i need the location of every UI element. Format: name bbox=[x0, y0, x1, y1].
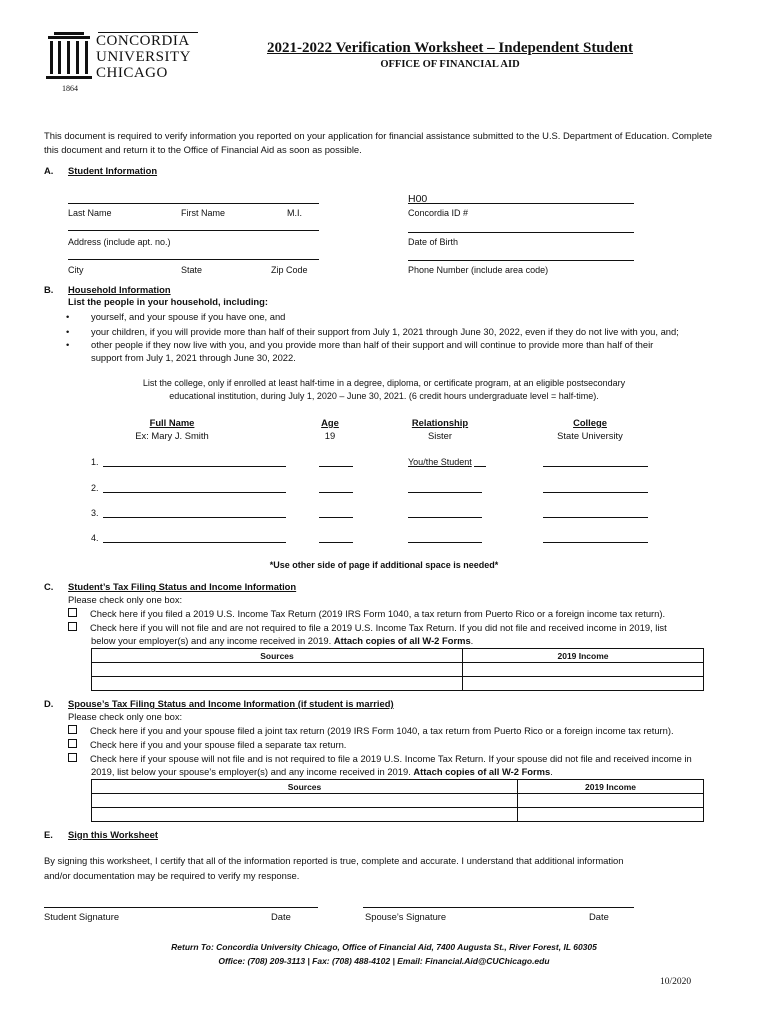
row-number: 1. bbox=[91, 457, 99, 467]
page-title: 2021-2022 Verification Worksheet – Independent Student bbox=[266, 40, 633, 56]
household-name-field[interactable] bbox=[103, 542, 286, 543]
option-continued: below your employer(s) and any income received in 2019. Attach copies of all W-2 Forms. bbox=[91, 635, 474, 646]
section-b-title: Household Information bbox=[68, 284, 171, 295]
household-relationship-field[interactable] bbox=[408, 492, 482, 493]
section-d-instruction: Please check only one box: bbox=[68, 711, 183, 722]
header-age: Age bbox=[321, 417, 339, 428]
household-age-field[interactable] bbox=[319, 466, 353, 467]
source-cell[interactable] bbox=[92, 677, 463, 691]
section-b-subtitle: List the people in your household, including: bbox=[68, 296, 268, 307]
intro-text: This document is required to verify information you reported on your application for financial assistance submitted to the U.S. Department of Education. Complete this document and return it to the Office of Financial Aid as soon as possible. bbox=[44, 130, 713, 155]
checkbox[interactable] bbox=[68, 622, 77, 631]
spouse-income-table bbox=[91, 779, 704, 822]
spouse-not-filing-option[interactable] bbox=[68, 752, 692, 766]
section-c-title: Student’s Tax Filing Status and Income Information bbox=[68, 581, 297, 592]
logo-text-line1: CONCORDIA bbox=[96, 33, 190, 49]
bullet-text: other people if they now live with you, and you provide more than half of their support and will continue to provide more than half of their bbox=[91, 339, 654, 350]
university-logo bbox=[44, 32, 204, 96]
source-cell[interactable] bbox=[92, 663, 463, 677]
checkbox[interactable] bbox=[68, 725, 77, 734]
city-label: City bbox=[68, 265, 84, 275]
bullet-text: your children, if you will provide more than half of their support from July 1, 2021 through June 30, 2022, even if they do not live with you, and; bbox=[91, 326, 679, 337]
option-label: Check here if your spouse will not file and is not required to file a 2019 U.S. Income Tax Return. If your spouse did not file and received income in bbox=[90, 753, 692, 764]
contact-info: Office: (708) 209-3113 | Fax: (708) 488-4102 | Email: Financial.Aid@CUChicago.edu bbox=[218, 956, 550, 966]
checkbox[interactable] bbox=[68, 753, 77, 762]
spouse-signature-label: Spouse’s Signature bbox=[365, 911, 447, 922]
address-line[interactable] bbox=[68, 230, 319, 231]
last-name-label: Last Name bbox=[68, 208, 112, 218]
dob-line[interactable] bbox=[408, 232, 634, 233]
example-relationship: Sister bbox=[428, 430, 452, 441]
spouse-date-label: Date bbox=[589, 911, 609, 922]
household-relationship-field[interactable] bbox=[474, 466, 486, 467]
header-relationship: Relationship bbox=[411, 417, 469, 428]
income-cell[interactable] bbox=[463, 677, 704, 691]
section-c-letter: C. bbox=[44, 581, 54, 592]
income-cell[interactable] bbox=[518, 808, 704, 822]
option-label: Check here if you and your spouse filed a separate tax return. bbox=[90, 739, 347, 750]
attach-w2-note: Attach copies of all W-2 Forms bbox=[333, 635, 471, 646]
bullet-icon: • bbox=[66, 339, 70, 350]
row-number: 3. bbox=[91, 508, 99, 518]
concordia-id-line[interactable] bbox=[408, 203, 634, 204]
example-college: State University bbox=[557, 430, 623, 441]
checkbox[interactable] bbox=[68, 608, 77, 617]
return-address: Return To: Concordia University Chicago, Office of Financial Aid, 7400 Augusta St., River Forest, IL 60305 bbox=[171, 942, 597, 952]
household-college-field[interactable] bbox=[543, 517, 648, 518]
option-text: below your employer(s) and any income received in 2019. bbox=[91, 635, 334, 646]
household-name-field[interactable] bbox=[103, 517, 286, 518]
address-label: Address (include apt. no.) bbox=[68, 237, 171, 247]
logo-text-line3: CHICAGO bbox=[96, 65, 168, 81]
first-name-label: First Name bbox=[181, 208, 226, 218]
logo-year: 1864 bbox=[62, 84, 78, 93]
example-name: Ex: Mary J. Smith bbox=[135, 430, 209, 441]
bullet-text: yourself, and your spouse if you have one, and bbox=[91, 311, 286, 322]
household-college-field[interactable] bbox=[543, 466, 648, 467]
concordia-id-label: Concordia ID # bbox=[408, 208, 469, 218]
spouse-signature-line[interactable] bbox=[363, 907, 634, 908]
option-label: Check here if you will not file and are not required to file a 2019 U.S. Income Tax Return. If you did not file and received income in 2019, list bbox=[90, 622, 667, 633]
header-college: College bbox=[573, 417, 607, 428]
dob-label: Date of Birth bbox=[408, 237, 459, 247]
section-d-letter: D. bbox=[44, 698, 54, 709]
separate-return-option[interactable] bbox=[68, 738, 346, 752]
joint-return-option[interactable] bbox=[68, 724, 674, 738]
state-label: State bbox=[181, 265, 203, 275]
student-not-filing-option[interactable] bbox=[68, 621, 667, 635]
columns-icon bbox=[44, 32, 94, 82]
household-age-field[interactable] bbox=[319, 517, 353, 518]
concordia-id-prefix: H00 bbox=[408, 193, 428, 205]
household-relationship-value: You/the Student bbox=[408, 457, 472, 467]
student-filed-option[interactable] bbox=[68, 607, 665, 621]
col-income: 2019 Income bbox=[463, 649, 704, 663]
col-sources: Sources bbox=[92, 649, 463, 663]
additional-space-note: *Use other side of page if additional space is needed* bbox=[269, 560, 499, 570]
section-a-title: Student Information bbox=[68, 165, 158, 176]
option-text: 2019, list below your spouse’s employer(s) and any income received in 2019. bbox=[91, 766, 414, 777]
household-college-field[interactable] bbox=[543, 542, 648, 543]
logo-text-line2: UNIVERSITY bbox=[96, 49, 191, 65]
phone-line[interactable] bbox=[408, 260, 634, 261]
section-b-letter: B. bbox=[44, 284, 54, 295]
mi-label: M.I. bbox=[287, 208, 302, 218]
college-note-line2: educational institution, during July 1, 2020 – June 30, 2021. (6 credit hours undergraduate level = half-time). bbox=[169, 391, 599, 401]
certification-text: By signing this worksheet, I certify that all of the information reported is true, complete and accurate. I understand that additional information bbox=[44, 855, 624, 866]
section-a-letter: A. bbox=[44, 165, 54, 176]
option-label: Check here if you filed a 2019 U.S. Income Tax Return (2019 IRS Form 1040, a tax return from Puerto Rico or a foreign income tax return). bbox=[90, 608, 666, 619]
college-note-line1: List the college, only if enrolled at least half-time in a degree, diploma, or certificate program, at an eligible postsecondary bbox=[142, 378, 626, 388]
student-signature-label: Student Signature bbox=[44, 911, 120, 922]
zip-label: Zip Code bbox=[271, 265, 308, 275]
student-date-label: Date bbox=[271, 911, 291, 922]
household-relationship-field[interactable] bbox=[408, 542, 482, 543]
page-subtitle: OFFICE OF FINANCIAL AID bbox=[380, 59, 520, 70]
option-label: Check here if you and your spouse filed a joint tax return (2019 IRS Form 1040, a tax return from Puerto Rico or a foreign income tax return). bbox=[90, 725, 674, 736]
bullet-icon: • bbox=[66, 326, 70, 337]
city-state-zip-line[interactable] bbox=[68, 259, 319, 260]
name-line[interactable] bbox=[68, 203, 319, 204]
option-continued: 2019, list below your spouse’s employer(s) and any income received in 2019. Attach copies of all W-2 Forms. bbox=[91, 766, 553, 777]
student-income-table bbox=[91, 648, 704, 691]
section-d-title: Spouse’s Tax Filing Status and Income Information (if student is married) bbox=[68, 698, 394, 709]
row-number: 4. bbox=[91, 533, 99, 543]
income-cell[interactable] bbox=[518, 794, 704, 808]
phone-label: Phone Number (include area code) bbox=[408, 265, 549, 275]
household-relationship-field[interactable] bbox=[408, 517, 482, 518]
source-cell[interactable] bbox=[92, 794, 518, 808]
bullet-icon: • bbox=[66, 311, 70, 322]
income-cell[interactable] bbox=[463, 663, 704, 677]
household-name-field[interactable] bbox=[103, 492, 286, 493]
household-name-field[interactable] bbox=[103, 466, 286, 467]
household-college-field[interactable] bbox=[543, 492, 648, 493]
section-c-instruction: Please check only one box: bbox=[68, 594, 183, 605]
header-full-name: Full Name bbox=[149, 417, 195, 428]
example-age: 19 bbox=[324, 430, 336, 441]
student-signature-line[interactable] bbox=[44, 907, 318, 908]
section-e-title: Sign this Worksheet bbox=[68, 829, 158, 840]
certification-text-continued: and/or documentation may be required to verify my response. bbox=[44, 870, 300, 881]
household-age-field[interactable] bbox=[319, 542, 353, 543]
attach-w2-note: Attach copies of all W-2 Forms bbox=[413, 766, 551, 777]
col-income: 2019 Income bbox=[518, 780, 704, 794]
revision-date: 10/2020 bbox=[660, 977, 692, 987]
checkbox[interactable] bbox=[68, 739, 77, 748]
col-sources: Sources bbox=[92, 780, 518, 794]
bullet-text-continued: support from July 1, 2021 through June 30, 2022. bbox=[91, 352, 296, 363]
section-e-letter: E. bbox=[44, 829, 53, 840]
household-age-field[interactable] bbox=[319, 492, 353, 493]
source-cell[interactable] bbox=[92, 808, 518, 822]
row-number: 2. bbox=[91, 483, 99, 493]
